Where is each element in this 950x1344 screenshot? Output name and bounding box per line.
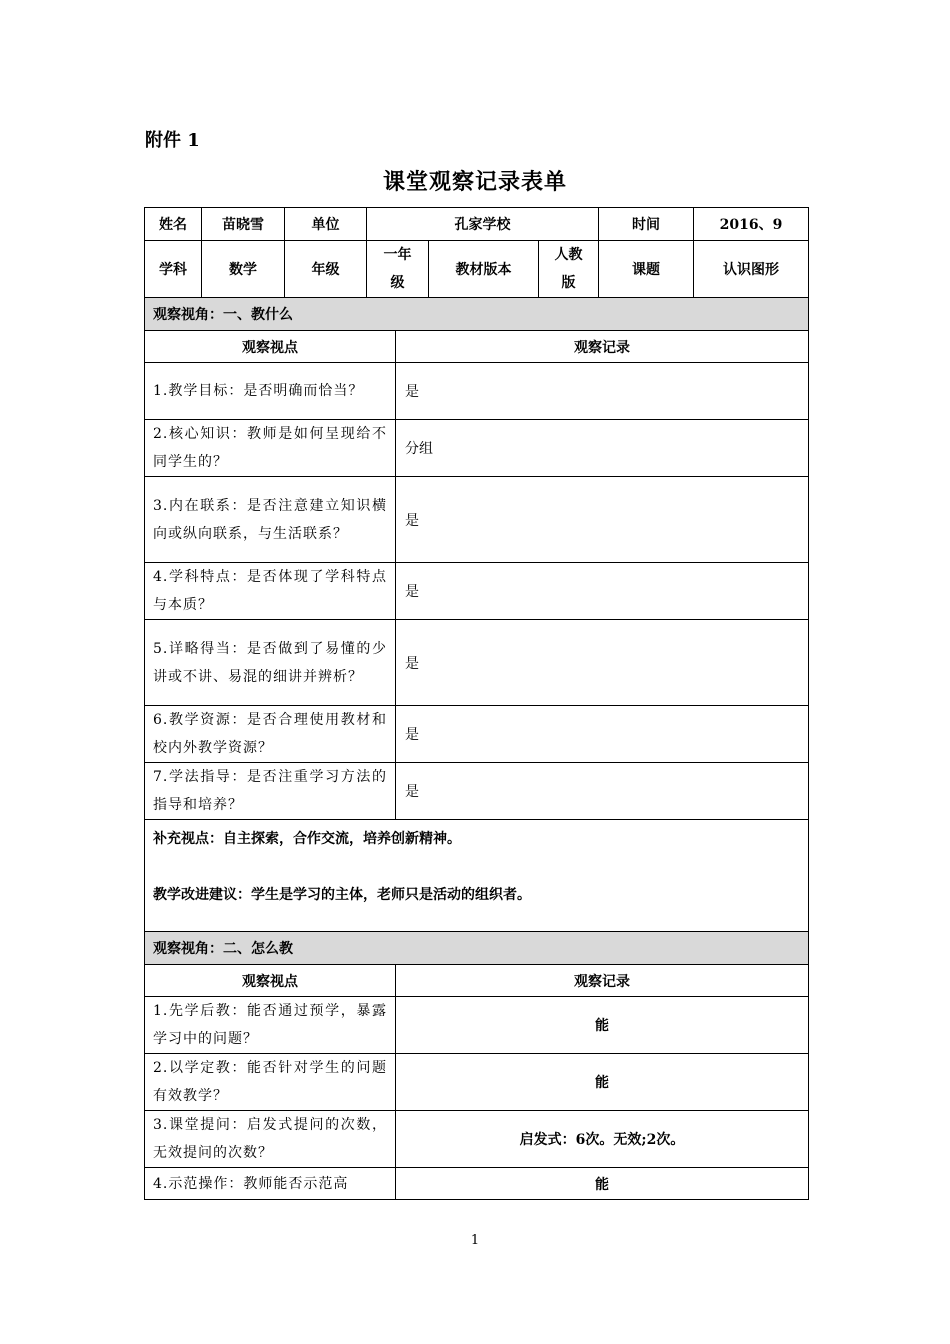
textbook-value: 人教版 xyxy=(539,241,599,298)
observation-record: 是 xyxy=(396,763,809,820)
observation-point: 5.详略得当：是否做到了易懂的少讲或不讲、易混的细讲并辨析？ xyxy=(145,620,396,706)
section1-col-record: 观察记录 xyxy=(396,331,809,363)
observation-point: 3.内在联系：是否注意建立知识横向或纵向联系，与生活联系？ xyxy=(145,477,396,563)
observation-record: 是 xyxy=(396,620,809,706)
observation-record: 是 xyxy=(396,477,809,563)
unit-label: 单位 xyxy=(285,208,367,241)
info-table xyxy=(144,207,809,298)
observation-point: 3.课堂提问：启发式提问的次数，无效提问的次数？ xyxy=(145,1111,396,1168)
observation-point: 1.教学目标：是否明确而恰当？ xyxy=(145,363,396,420)
unit-value: 孔家学校 xyxy=(367,208,599,241)
supplement-text: 补充视点：自主探索，合作交流，培养创新精神。 xyxy=(153,831,461,847)
section1-header: 观察视角：一、教什么 xyxy=(145,298,809,331)
supplement-cell xyxy=(145,820,809,932)
name-value: 苗晓雪 xyxy=(202,208,285,241)
table-row xyxy=(145,563,809,620)
observation-record: 能 xyxy=(396,997,809,1054)
textbook-label: 教材版本 xyxy=(429,241,539,298)
table-row xyxy=(145,1054,809,1111)
topic-value: 认识图形 xyxy=(694,241,809,298)
attachment-label: 附件 1 xyxy=(145,130,200,151)
time-value: 2016、9 xyxy=(694,208,809,241)
observation-point: 6.教学资源：是否合理使用教材和校内外教学资源？ xyxy=(145,706,396,763)
table-row xyxy=(145,997,809,1054)
section2-header: 观察视角：二、怎么教 xyxy=(145,932,809,965)
observation-record: 是 xyxy=(396,363,809,420)
name-label: 姓名 xyxy=(145,208,202,241)
page-number: 1 xyxy=(470,1233,480,1248)
observation-table xyxy=(144,297,809,1200)
section2-col-record: 观察记录 xyxy=(396,965,809,997)
observation-point: 4.示范操作：教师能否示范高 xyxy=(145,1168,396,1200)
topic-label: 课题 xyxy=(599,241,694,298)
observation-record: 启发式：6次。无效;2次。 xyxy=(396,1111,809,1168)
table-row xyxy=(145,706,809,763)
observation-record: 能 xyxy=(396,1168,809,1200)
grade-label: 年级 xyxy=(285,241,367,298)
table-row xyxy=(145,763,809,820)
form-title: 课堂观察记录表单 xyxy=(382,169,567,195)
observation-record: 能 xyxy=(396,1054,809,1111)
section1-col-point: 观察视点 xyxy=(145,331,396,363)
observation-point: 2.核心知识：教师是如何呈现给不同学生的？ xyxy=(145,420,396,477)
table-row xyxy=(145,1168,809,1200)
section2-col-point: 观察视点 xyxy=(145,965,396,997)
grade-value: 一年级 xyxy=(367,241,429,298)
table-row xyxy=(145,477,809,563)
observation-point: 2.以学定教：能否针对学生的问题有效教学？ xyxy=(145,1054,396,1111)
table-row xyxy=(145,420,809,477)
time-label: 时间 xyxy=(599,208,694,241)
suggestion-text: 教学改进建议：学生是学习的主体，老师只是活动的组织者。 xyxy=(153,887,531,903)
table-row xyxy=(145,620,809,706)
observation-point: 4.学科特点：是否体现了学科特点与本质？ xyxy=(145,563,396,620)
observation-point: 1.先学后教：能否通过预学，暴露学习中的问题？ xyxy=(145,997,396,1054)
observation-record: 是 xyxy=(396,563,809,620)
subject-label: 学科 xyxy=(145,241,202,298)
observation-point: 7.学法指导：是否注重学习方法的指导和培养？ xyxy=(145,763,396,820)
subject-value: 数学 xyxy=(202,241,285,298)
observation-record: 分组 xyxy=(396,420,809,477)
table-row xyxy=(145,1111,809,1168)
observation-record: 是 xyxy=(396,706,809,763)
table-row xyxy=(145,363,809,420)
